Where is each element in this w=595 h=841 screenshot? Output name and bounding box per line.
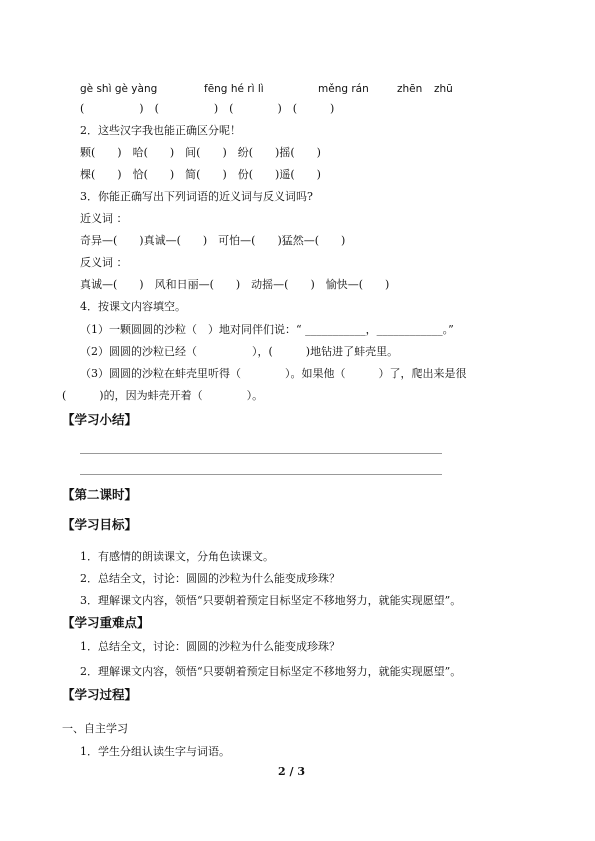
pinyin-5: zhū [434,83,453,95]
q3-antonym-row: 真诚—( ) 风和日丽—( ) 动摇—( ) 愉快—( ) [80,278,390,291]
pinyin-answer-blanks: ( ) ( ) ( ) ( ) [80,102,335,115]
goal-item-1: 1．有感情的朗读课文，分角色读课文。 [80,550,274,563]
page-number: 2 / 3 [278,765,305,778]
q4-line2: （2）圆圆的沙粒已经（ ），( )地钻进了蚌壳里。 [80,345,399,358]
q4-line1: （1）一颗圆圆的沙粒（ ）地对同伴们说：“ ___________，____________。” [80,323,454,336]
key-item-1: 1．总结全文，讨论：圆圆的沙粒为什么能变成珍珠？ [80,640,340,653]
q3-antonym-label: 反义词 ： [80,256,128,269]
q2-row2: 棵( ) 恰( ) 简( ) 份( )遥( ) [80,168,321,181]
goals-heading: 【学习目标】 [62,517,138,532]
lesson2-heading: 【第二课时】 [62,487,138,502]
q3-synonym-label: 近义词 ： [80,212,128,225]
q4-line3: （3）圆圆的沙粒在蚌壳里听得（ ）。如果他（ ）了，爬出来是很 [80,367,467,380]
summary-line-1 [80,453,442,454]
pinyin-2: fēng hé rì lì [204,83,264,95]
pinyin-3: měng rán [318,83,369,95]
key-item-2: 2．理解课文内容，领悟“只要朝着预定目标坚定不移地努力，就能实现愿望”。 [80,665,462,678]
pinyin-1: gè shì gè yàng [80,83,158,95]
q4-line4: ( )的，因为蚌壳开着（ ）。 [62,389,264,402]
process-heading: 【学习过程】 [62,687,138,702]
q3-synonym-row: 奇异—( )真诚—( ) 可怕—( )猛然—( ) [80,234,346,247]
summary-heading: 【学习小结】 [62,412,138,427]
process-step-1: 1．学生分组认读生字与词语。 [80,745,230,758]
q2-title: 2．这些汉字我也能正确区分呢！ [80,124,241,137]
q4-title: 4．按课文内容填空。 [80,300,186,313]
key-points-heading: 【学习重难点】 [62,615,150,630]
pinyin-4: zhēn [397,83,423,95]
goal-item-2: 2．总结全文，讨论：圆圆的沙粒为什么能变成珍珠？ [80,572,340,585]
q3-title: 3．你能正确写出下列词语的近义词与反义词吗? [80,190,313,203]
goal-item-3: 3．理解课文内容，领悟“只要朝着预定目标坚定不移地努力，就能实现愿望”。 [80,594,462,607]
process-section-1: 一、自主学习 [62,722,128,735]
q2-row1: 颗( ) 哈( ) 间( ) 纷( )摇( ) [80,146,321,159]
summary-line-2 [80,474,442,475]
